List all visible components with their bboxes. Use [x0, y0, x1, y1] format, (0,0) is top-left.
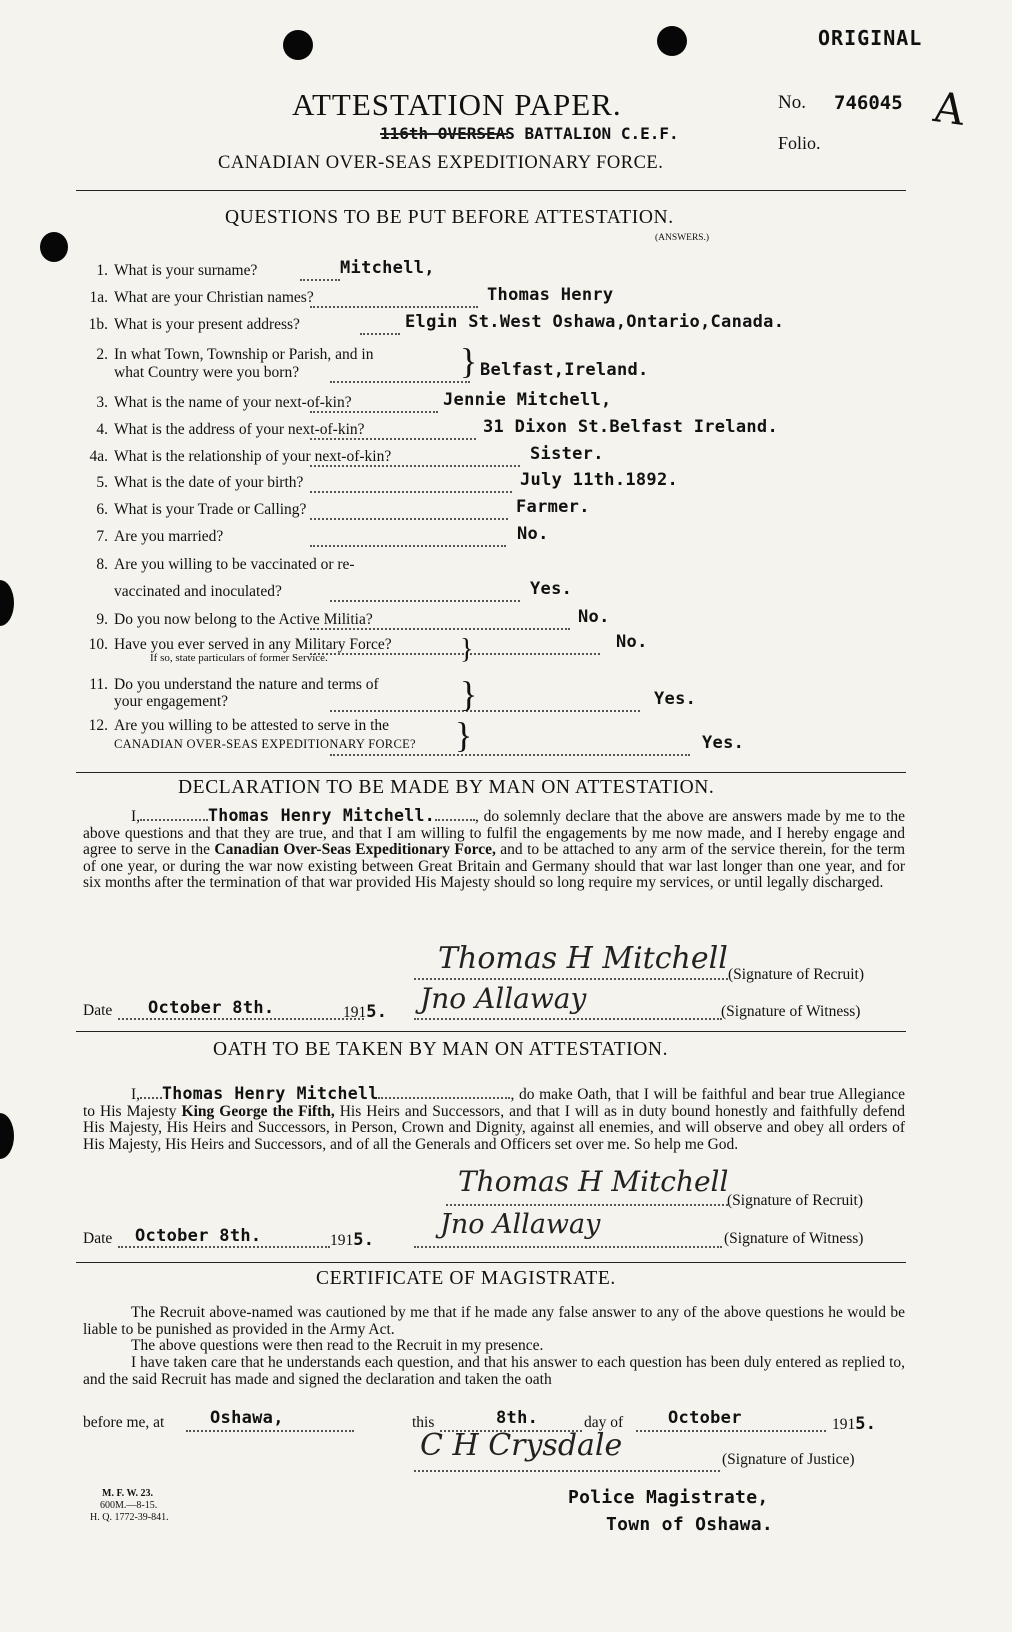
question-text: What is your surname?	[114, 262, 258, 279]
question-4-line-2: what Country were you born?	[114, 364, 300, 381]
declaration-name: Thomas Henry Mitchell.	[208, 806, 435, 825]
brace-11: }	[460, 674, 478, 714]
oath-name: Thomas Henry Mitchell	[162, 1084, 379, 1103]
question-leader	[330, 754, 690, 756]
answer-2: Thomas Henry	[487, 285, 614, 305]
question-number: 6.	[96, 501, 108, 518]
question-leader	[310, 411, 438, 413]
question-5	[80, 394, 352, 412]
question-text: What are your Christian names?	[114, 289, 314, 306]
question-leader	[310, 653, 600, 655]
brace-10: }	[460, 634, 474, 665]
oath-date: October 8th.	[135, 1226, 262, 1246]
oath-heading: OATH TO BE TAKEN BY MAN ON ATTESTATION.	[213, 1039, 669, 1060]
question-11	[80, 556, 355, 574]
oath-witness-sig-label: (Signature of Witness)	[724, 1230, 864, 1247]
magistrate-place: Oshawa,	[210, 1408, 284, 1428]
binder-hole	[657, 26, 687, 56]
question-1	[80, 262, 257, 280]
questions-rule	[76, 772, 906, 773]
answer-14: Yes.	[654, 689, 697, 709]
justice-sig-label: (Signature of Justice)	[722, 1451, 855, 1468]
number-label: No.	[778, 92, 806, 113]
answer-15: Yes.	[702, 733, 745, 753]
magistrate-month: October	[668, 1408, 742, 1428]
magistrate-para-2: The above questions were then read to the Recruit in my presence.	[131, 1337, 544, 1354]
question-6	[80, 421, 365, 439]
question-7	[80, 448, 391, 466]
justice-signature: C H Crysdale	[420, 1428, 623, 1463]
question-3	[80, 316, 300, 334]
oath-recruit-sigline	[446, 1204, 728, 1206]
oath-king: King George the Fifth,	[181, 1102, 335, 1120]
answer-13: No.	[616, 632, 648, 652]
declaration-year: 1915.	[343, 1002, 388, 1022]
brace-2: }	[460, 341, 478, 381]
question-leader	[310, 491, 512, 493]
declaration-heading: DECLARATION TO BE MADE BY MAN ON ATTESTATION.	[178, 777, 715, 798]
question-text: What is your present address?	[114, 316, 300, 333]
binder-hole	[40, 232, 68, 262]
oath-recruit-sig-label: (Signature of Recruit)	[727, 1192, 864, 1209]
declaration-date-line	[118, 1018, 364, 1020]
battalion-strike	[380, 133, 508, 135]
answer-10: No.	[517, 524, 549, 544]
question-leader	[310, 465, 520, 467]
form-subtitle: CANADIAN OVER-SEAS EXPEDITIONARY FORCE.	[218, 153, 664, 173]
declaration-recruit-sigline	[414, 978, 728, 980]
answer-3: Elgin St.West Oshawa,Ontario,Canada.	[405, 312, 785, 332]
answer-11: Yes.	[530, 579, 573, 599]
question-number: 7.	[96, 528, 108, 545]
header-rule	[76, 190, 906, 191]
answer-9: Farmer.	[516, 497, 590, 517]
declaration-text-a: , do solemnly declare that the above are answers made by me to the above questions and that they are true, and that I am willing to fulfil the engagements by me now made, and I hereby engage and agree to serve in the	[83, 808, 905, 858]
original-stamp: ORIGINAL	[818, 26, 923, 50]
questions-heading: QUESTIONS TO BE PUT BEFORE ATTESTATION.	[225, 207, 674, 228]
place-line	[186, 1430, 354, 1432]
question-14	[80, 676, 379, 694]
question-leader	[330, 600, 520, 602]
oath-text	[83, 1086, 905, 1153]
magistrate-para-3: I have taken care that he understands each question, and that his answer to each question has been duly entered as replied to, and the said Recruit has made and signed the declaration and taken the oath	[83, 1354, 905, 1388]
battalion-stamp: 116th OVERSEAS BATTALION C.E.F.	[380, 124, 679, 143]
question-number: 2.	[96, 346, 108, 363]
magistrate-heading: CERTIFICATE OF MAGISTRATE.	[316, 1268, 616, 1289]
question-number: 3.	[96, 394, 108, 411]
question-leader	[310, 518, 508, 520]
oath-date-label: Date	[83, 1230, 113, 1247]
answer-6: 31 Dixon St.Belfast Ireland.	[483, 417, 778, 437]
answer-12: No.	[578, 607, 610, 627]
question-text: Do you understand the nature and terms of	[114, 676, 379, 693]
question-15-line-2: CANADIAN OVER-SEAS EXPEDITIONARY FORCE?	[114, 737, 416, 751]
question-text: Are you willing to be vaccinated or re-	[114, 556, 355, 573]
question-13-note: If so, state particulars of former Service.	[150, 652, 328, 664]
question-text: Are you married?	[114, 528, 224, 545]
magistrate-year: 1915.	[832, 1414, 877, 1434]
oath-rule	[76, 1262, 906, 1263]
declaration-witness-sig-label: (Signature of Witness)	[721, 1003, 861, 1020]
oath-date-line	[118, 1246, 330, 1248]
oath-year: 1915.	[330, 1230, 375, 1250]
oath-text-a: , do make Oath, that I will be faithful and bear true Allegiance to His Majesty	[83, 1086, 905, 1120]
question-15	[80, 717, 389, 735]
binder-hole	[283, 30, 313, 60]
folio-label: Folio.	[778, 133, 821, 153]
month-line	[636, 1430, 826, 1432]
question-leader	[310, 628, 570, 630]
question-text: What is the name of your next-of-kin?	[114, 394, 352, 411]
brace-12: }	[455, 715, 473, 755]
declaration-text	[83, 808, 905, 892]
justice-sigline	[414, 1470, 720, 1472]
question-number: 5.	[96, 474, 108, 491]
question-leader	[330, 381, 470, 383]
answer-7: Sister.	[530, 444, 604, 464]
regimental-number: 746045	[834, 92, 903, 114]
day-of-label: day of	[584, 1414, 624, 1431]
question-8	[80, 474, 303, 492]
answer-1: Mitchell,	[340, 258, 435, 278]
oath-witness-signature: Jno Allaway	[440, 1209, 601, 1240]
question-text: In what Town, Township or Parish, and in	[114, 346, 374, 363]
question-9	[80, 501, 306, 519]
before-me-label: before me, at	[83, 1414, 165, 1431]
question-text: Do you now belong to the Active Militia?	[114, 611, 373, 628]
question-number: 12.	[88, 717, 108, 734]
declaration-recruit-sig-label: (Signature of Recruit)	[728, 966, 865, 983]
declaration-witness-sigline	[414, 1018, 722, 1020]
magistrate-para-1: The Recruit above-named was cautioned by me that if he made any false answer to any of the above questions he would be liable to be punished as provided in the Army Act.	[83, 1304, 905, 1338]
question-2	[80, 289, 314, 307]
oath-text-b: His Heirs and Successors, and that I will as in duty bound honestly and faithfully defend His Majesty, His Heirs and Successors, in Person, Crown and Dignity, against all enemies, and will observe and obey all orders of His Majesty, His Heirs and Successors, and of all the Generals and Officers set over me. So help me God.	[83, 1102, 905, 1153]
magistrate-title-line-2: Town of Oshawa.	[606, 1514, 774, 1535]
question-12	[80, 611, 373, 629]
binder-hole	[0, 580, 14, 626]
question-leader	[300, 279, 340, 281]
question-text: What is the address of your next-of-kin?	[114, 421, 365, 438]
question-11-line-2: vaccinated and inoculated?	[114, 583, 282, 600]
declaration-recruit-signature: Thomas H Mitchell	[438, 941, 728, 976]
question-leader	[310, 545, 506, 547]
question-number: 9.	[96, 611, 108, 628]
question-leader	[360, 333, 400, 335]
this-label: this	[412, 1414, 435, 1431]
magistrate-day: 8th.	[496, 1408, 539, 1428]
question-number: 1b.	[88, 316, 108, 333]
question-text: What is your Trade or Calling?	[114, 501, 307, 518]
question-number: 4a.	[89, 448, 108, 465]
oath-prefix: I,	[131, 1086, 141, 1103]
question-14-line-2: your engagement?	[114, 693, 229, 710]
question-4	[80, 346, 373, 364]
margin-mark: A	[930, 82, 968, 135]
question-text: Have you ever served in any Military Force?	[114, 636, 392, 653]
oath-recruit-signature: Thomas H Mitchell	[458, 1165, 729, 1198]
answer-5: Jennie Mitchell,	[443, 390, 612, 410]
question-leader	[310, 438, 476, 440]
question-10	[80, 528, 223, 546]
page-title: ATTESTATION PAPER.	[292, 87, 622, 122]
question-leader	[310, 306, 478, 308]
binder-hole	[0, 1113, 14, 1159]
question-number: 8.	[96, 556, 108, 573]
declaration-text-b: and to be attached to any arm of the service therein, for the term of one year, or during the war now existing between Great Britain and Germany should that war last longer than one year, and for six months after the termination of that war provided His Majesty should so long require my services, or until legally discharged.	[83, 841, 905, 891]
declaration-rule	[76, 1031, 906, 1032]
magistrate-title-line-1: Police Magistrate,	[568, 1487, 769, 1508]
answer-4: Belfast,Ireland.	[480, 360, 649, 380]
question-text: What is the date of your birth?	[114, 474, 304, 491]
question-number: 4.	[96, 421, 108, 438]
question-number: 1a.	[89, 289, 108, 306]
answer-8: July 11th.1892.	[520, 470, 679, 490]
question-number: 10.	[88, 636, 108, 653]
question-number: 1.	[96, 262, 108, 279]
declaration-witness-signature: Jno Allaway	[420, 982, 587, 1015]
form-code: M. F. W. 23. 600M.—8-15. H. Q. 1772-39-841.	[90, 1488, 169, 1523]
declaration-prefix: I,	[131, 808, 141, 825]
question-number: 11.	[89, 676, 108, 693]
oath-witness-sigline	[414, 1246, 722, 1248]
declaration-date-label: Date	[83, 1002, 113, 1019]
question-leader	[330, 710, 640, 712]
declaration-force: Canadian Over-Seas Expeditionary Force,	[214, 841, 496, 858]
declaration-date: October 8th.	[148, 998, 275, 1018]
question-text: What is the relationship of your next-of-kin?	[114, 448, 392, 465]
question-text: Are you willing to be attested to serve in the	[114, 717, 390, 734]
answers-label: (ANSWERS.)	[655, 233, 710, 243]
